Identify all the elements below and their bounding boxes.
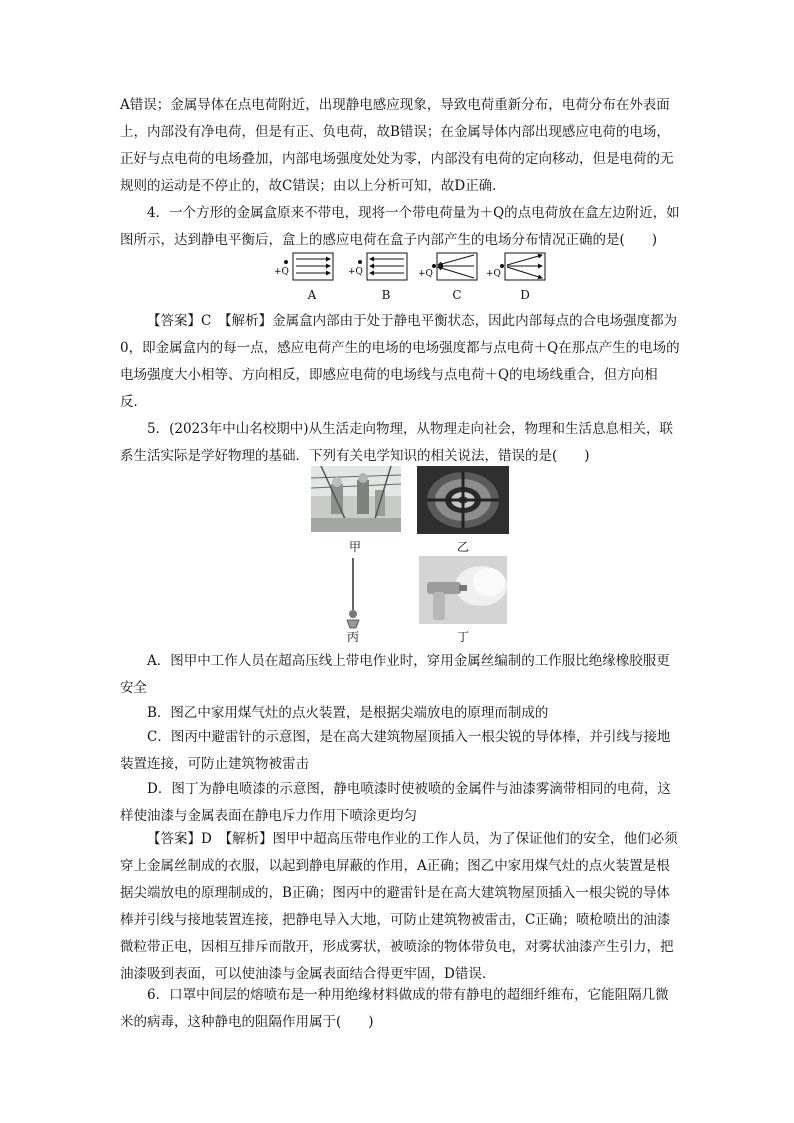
figure-label-a: A: [307, 288, 317, 302]
photo-yi-gas-stove: [417, 466, 509, 534]
charge-label-b: +Q: [348, 267, 363, 277]
question-5-option-a: A．图甲中工作人员在超高压线上带电作业时，穿用金属丝编制的工作服比绝缘橡胶服更安全: [120, 653, 670, 696]
photo-ding-spray-gun: [419, 556, 507, 624]
question-5-stem: 5．(2023年中山名校期中)从生活走向物理，从物理走向社会，物理和生活息息相关，联系生活实际是学好物理的基础．下列有关电学知识的相关说法，错误的是( ): [120, 421, 673, 464]
photo-label-ding: 丁: [456, 630, 469, 644]
figure-c-diagram: [432, 253, 477, 280]
question-5-option-c: C．图丙中避雷针的示意图，是在高大建筑物屋顶插入一根尖锐的导体棒，并引线与接地装置连接，可防止建筑物被雷击: [120, 729, 671, 772]
paragraph-prev-explanation: A错误；金属导体在点电荷附近，出现静电感应现象，导致电荷重新分布，电荷分布在外表面上，内部没有净电荷，但是有正、负电荷，故B错误；在金属导体内部出现感应电荷的电场，正好与点电荷的电场叠加，内部电场强度处处为零，内部没有电荷的定向移动，但是电荷的无规则的运动是不停止的，故C错误；由以上分析可知，故D正确．: [120, 97, 674, 194]
photo-jia-linemen: [311, 466, 401, 532]
question-5-option-b: B．图乙中家用煤气灶的点火装置，是根据尖端放电的原理而制成的: [147, 705, 549, 721]
question-5-answer: 【答案】D 【解析】图甲中超高压带电作业的工作人员，为了保证他们的安全，他们必须穿上金属丝制成的衣服，以起到静电屏蔽的作用，A正确；图乙中家用煤气灶的点火装置是根据尖端放电的原理制成的，B正确；图丙中的避雷针是在高大建筑物屋顶插入一根尖锐的导体棒并引线与接地装置连接，把静电导入大地，可防止建筑物被雷击，C正确；喷枪喷出的油漆微粒带正电，因相互排斥而散开，形成雾状，被喷涂的物体带负电，对雾状油漆产生引力，把油漆吸到表面，可以使油漆与金属表面结合得更牢固，D错误．: [120, 831, 678, 982]
question-4-answer: 【答案】C 【解析】金属盒内部由于处于静电平衡状态，因此内部每点的合电场强度都为0，即金属盒内的每一点，感应电荷产生的电场的电场强度都与点电荷＋Q在那点产生的电场的电场强度大小相等、方向相反，即感应电荷的电场线与点电荷＋Q的电场线重合，但方向相反．: [120, 313, 680, 410]
figure-label-b: B: [381, 288, 391, 302]
figure-label-c: C: [452, 288, 462, 302]
charge-label-d: +Q: [486, 269, 501, 279]
question-5-option-d: D．图丁为静电喷漆的示意图，静电喷漆时使被喷的金属件与油漆雾滴带相同的电荷，这样使油漆与金属表面在静电斥力作用下喷涂更均匀: [120, 781, 671, 824]
figure-b-diagram: [358, 253, 407, 280]
figure-a-diagram: [284, 253, 333, 280]
photo-label-bing: 丙: [346, 630, 359, 644]
figure-d-diagram: [500, 253, 545, 280]
question-6-stem: 6．口罩中间层的熔喷布是一种用绝缘材料做成的带有静电的超细纤维布，它能阻隔几微米的病毒，这种静电的阻隔作用属于( ): [120, 987, 669, 1030]
figure-label-d: D: [520, 288, 530, 302]
photo-label-jia: 甲: [348, 540, 361, 554]
photo-label-yi: 乙: [456, 540, 469, 554]
charge-label-c: +Q: [418, 269, 433, 279]
question-4-figures: [270, 250, 570, 310]
photo-bing-lightning-rod: [340, 558, 366, 632]
charge-label-a: +Q: [274, 267, 289, 277]
box-field-diagrams: [270, 250, 570, 284]
question-4-stem: 4．一个方形的金属盒原来不带电，现将一个带电荷量为＋Q的点电荷放在盒左边附近，如图所示，达到静电平衡后，盒上的感应电荷在盒子内部产生的电场分布情况正确的是( ): [120, 205, 680, 248]
